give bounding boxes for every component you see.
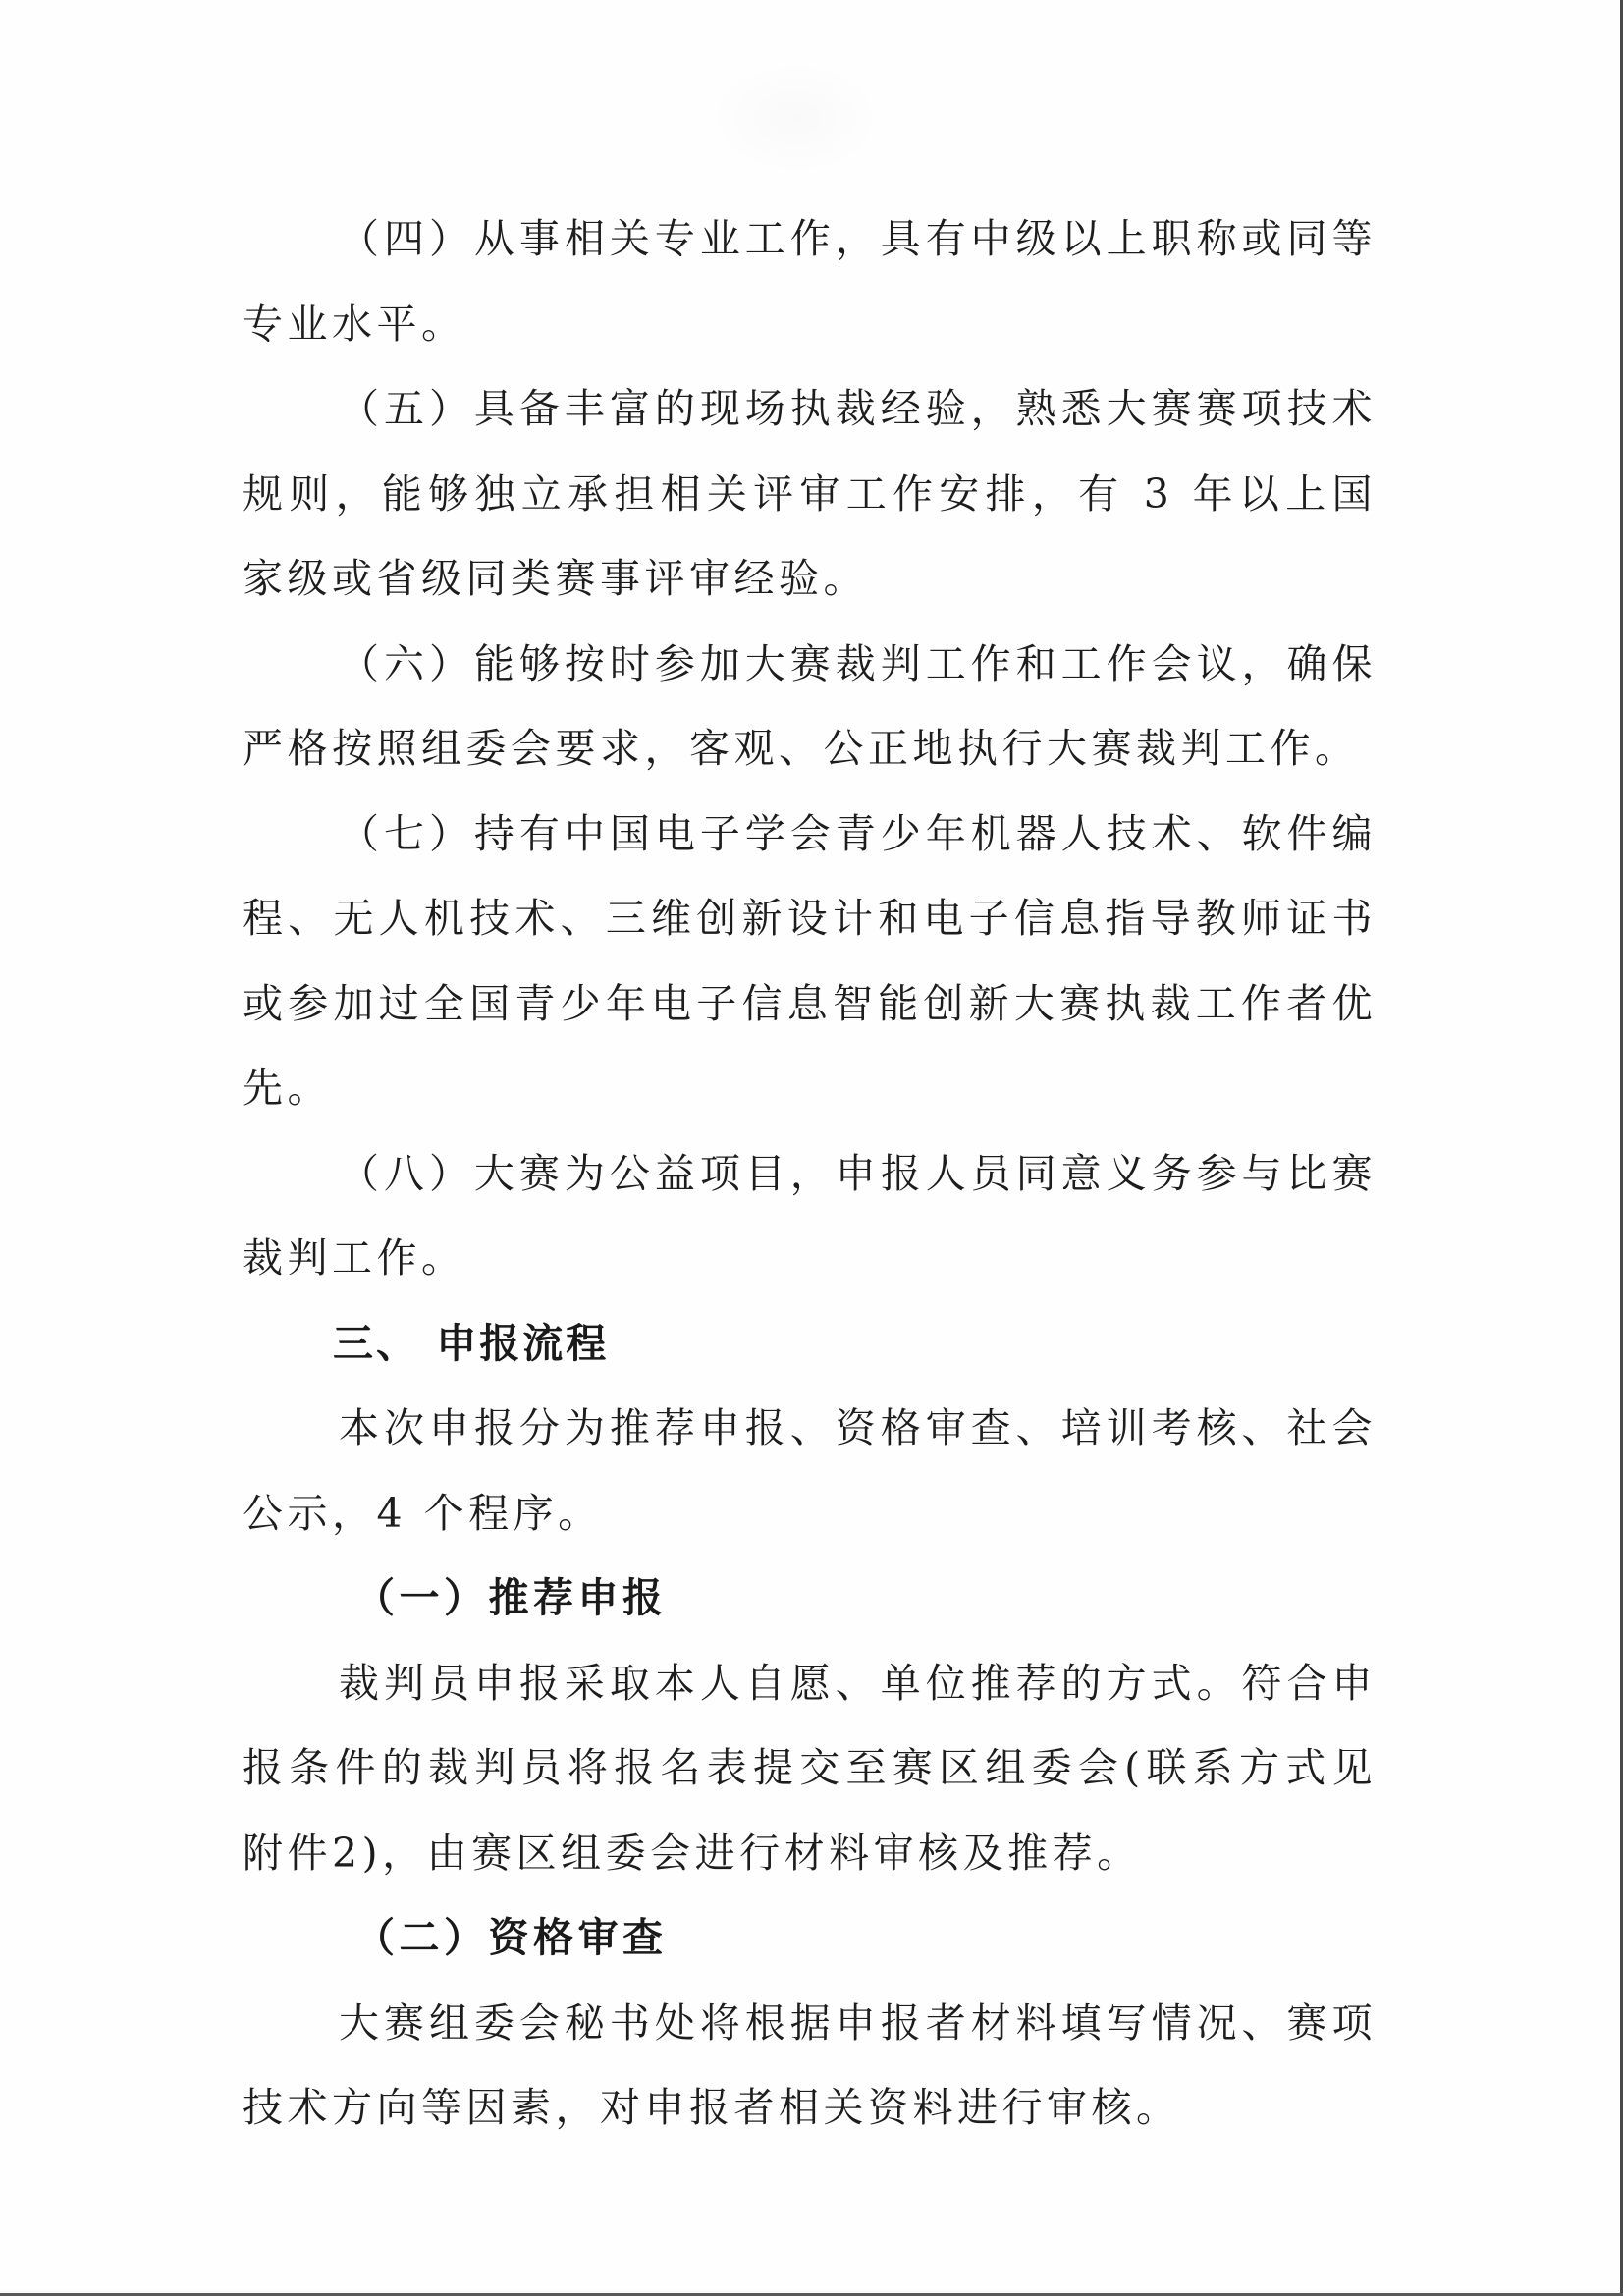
qualification-review-paragraph: 大赛组委会秘书处将根据申报者材料填写情况、赛项技术方向等因素，对申报者相关资料进行审核。: [243, 1998, 1377, 2131]
paragraph-item-6: （六）能够按时参加大赛裁判工作和工作会议，确保严格按照组委会要求，客观、公正地执行大赛裁判工作。: [243, 639, 1377, 772]
scan-smudge: [707, 59, 884, 177]
paragraph-item-7: （七）持有中国电子学会青少年机器人技术、软件编程、无人机技术、三维创新设计和电子信息指导教师证书或参加过全国青少年电子信息智能创新大赛执裁工作者优先。: [243, 809, 1377, 1112]
paragraph-item-5: （五）具备丰富的现场执裁经验，熟悉大赛赛项技术规则，能够独立承担相关评审工作安排，有 3 年以上国家级或省级同类赛事评审经验。: [243, 385, 1377, 602]
paragraph-item-4: （四）从事相关专业工作，具有中级以上职称或同等专业水平。: [243, 215, 1377, 348]
section-intro-paragraph: 本次申报分为推荐申报、资格审查、培训考核、社会公示，4 个程序。: [243, 1404, 1377, 1537]
document-body: [243, 196, 1377, 2151]
subheading-recommendation: （一）推荐申报: [354, 1574, 668, 1621]
recommendation-paragraph: 裁判员申报采取本人自愿、单位推荐的方式。符合申报条件的裁判员将报名表提交至赛区组委会(联系方式见附件2)，由赛区组委会进行材料审核及推荐。: [243, 1659, 1377, 1877]
section-heading-application-process: 三、 申报流程: [333, 1319, 610, 1367]
paragraph-item-8: （八）大赛为公益项目，申报人员同意义务参与比赛裁判工作。: [243, 1149, 1377, 1282]
subheading-qualification-review: （二）资格审查: [354, 1914, 668, 1961]
